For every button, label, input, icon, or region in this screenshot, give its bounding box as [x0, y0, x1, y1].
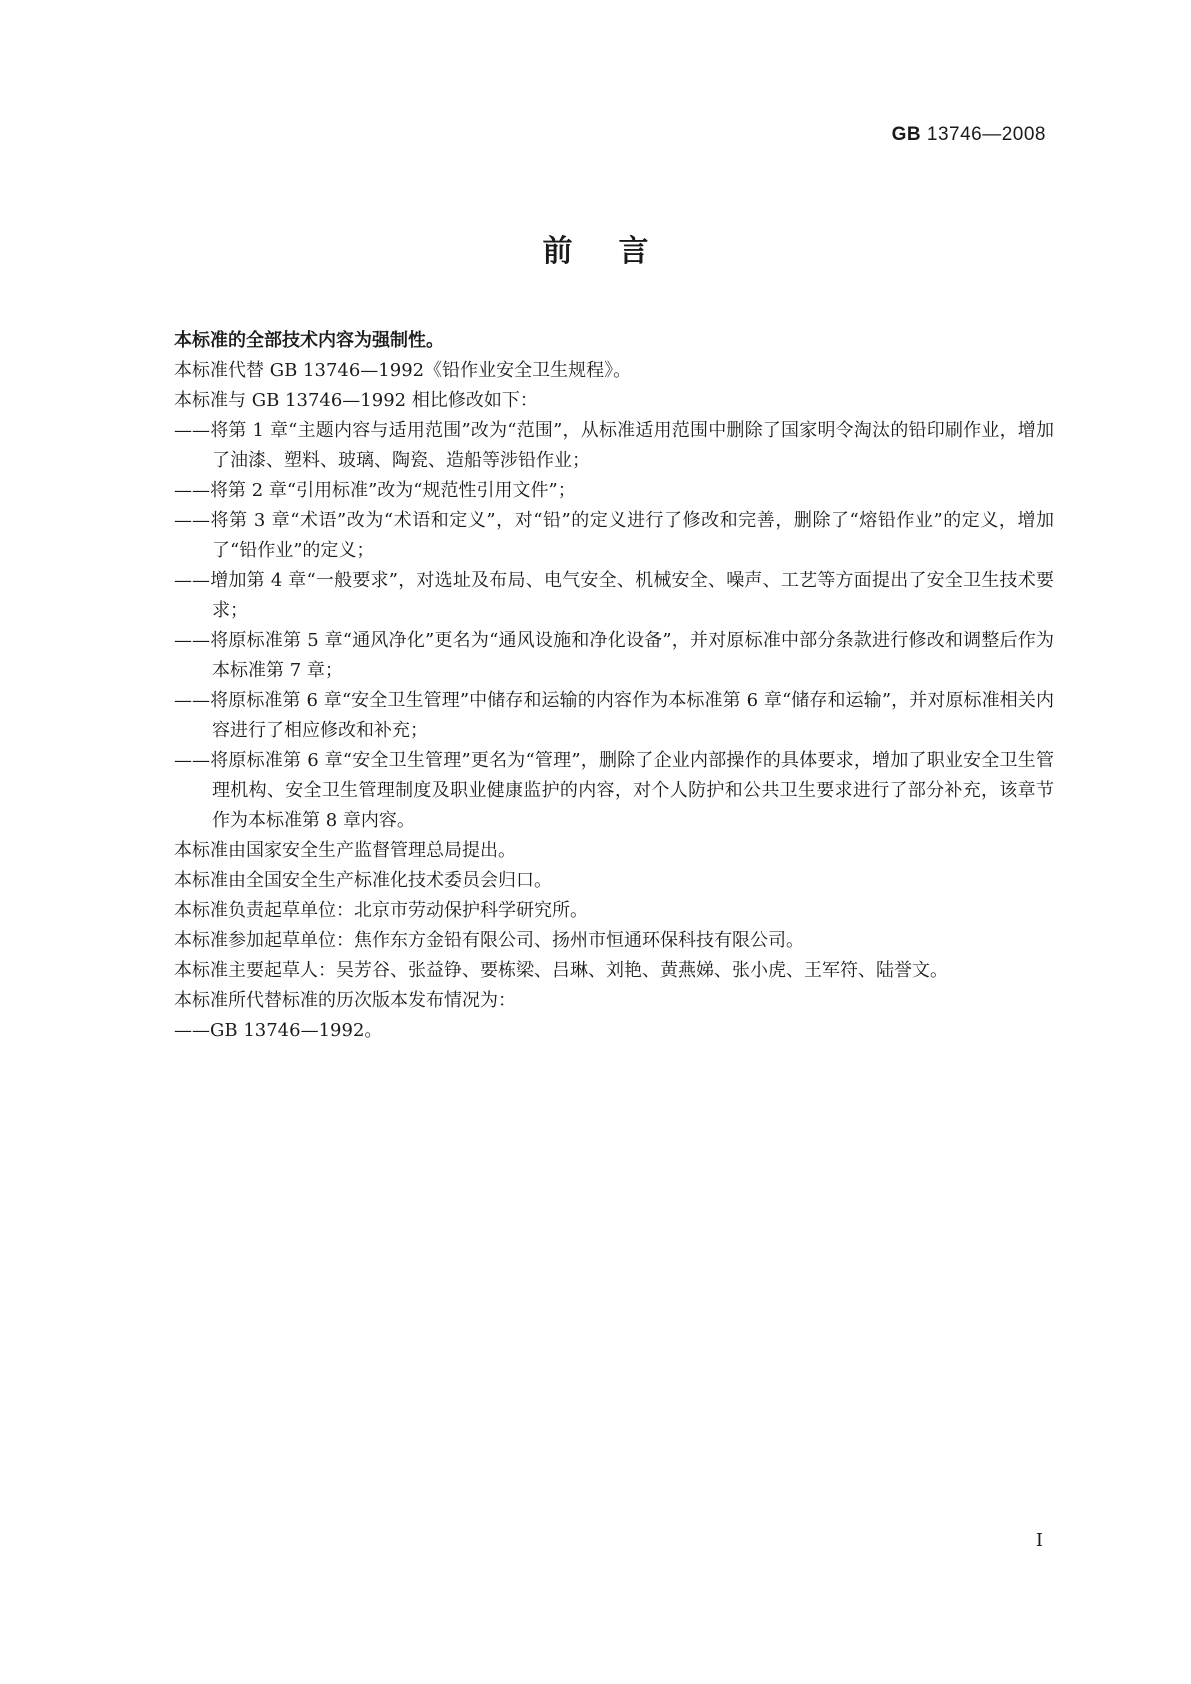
page-title: 前言: [542, 234, 695, 269]
foreword-body: [174, 326, 1054, 1046]
drafting-unit: 本标准负责起草单位：北京市劳动保护科学研究所。: [174, 900, 588, 921]
replacement-statement: 本标准代替 GB 13746—1992《铅作业安全卫生规程》。: [174, 360, 632, 381]
standard-code-number: 13746—2008: [926, 124, 1046, 145]
managed-by: 本标准由全国安全生产标准化技术委员会归口。: [174, 870, 552, 891]
main-drafters: 本标准主要起草人：吴芳谷、张益铮、要栋梁、吕琳、刘艳、黄燕娣、张小虎、王军符、陆誉文。: [174, 960, 948, 981]
change-item: ——将原标准第 5 章“通风净化”更名为“通风设施和净化设备”，并对原标准中部分条款进行修改和调整后作为本标准第 7 章；: [174, 630, 1054, 681]
change-item: ——将原标准第 6 章“安全卫生管理”更名为“管理”，删除了企业内部操作的具体要求，增加了职业安全卫生管理机构、安全卫生管理制度及职业健康监护的内容，对个人防护和公共卫生要求进行了部分补充，该章节作为本标准第 8 章内容。: [174, 750, 1054, 831]
proposed-by: 本标准由国家安全生产监督管理总局提出。: [174, 840, 516, 861]
mandatory-statement: 本标准的全部技术内容为强制性。: [174, 330, 444, 351]
change-item: ——将原标准第 6 章“安全卫生管理”中储存和运输的内容作为本标准第 6 章“储存和运输”，并对原标准相关内容进行了相应修改和补充；: [174, 690, 1054, 741]
participating-units: 本标准参加起草单位：焦作东方金铅有限公司、扬州市恒通环保科技有限公司。: [174, 930, 804, 951]
changes-intro: 本标准与 GB 13746—1992 相比修改如下：: [174, 390, 538, 411]
version-history-intro: 本标准所代替标准的历次版本发布情况为：: [174, 990, 516, 1011]
standard-code-prefix: GB: [891, 124, 922, 145]
version-history-item: ——GB 13746—1992。: [174, 1020, 383, 1041]
change-item: ——将第 2 章“引用标准”改为“规范性引用文件”；: [174, 480, 576, 501]
change-item: ——将第 3 章“术语”改为“术语和定义”，对“铅”的定义进行了修改和完善，删除了“熔铅作业”的定义，增加了“铅作业”的定义；: [174, 510, 1054, 561]
change-item: ——增加第 4 章“一般要求”，对选址及布局、电气安全、机械安全、噪声、工艺等方面提出了安全卫生技术要求；: [174, 570, 1054, 621]
standard-code: [892, 124, 1046, 146]
change-item: ——将第 1 章“主题内容与适用范围”改为“范围”，从标准适用范围中删除了国家明令淘汰的铅印刷作业，增加了油漆、塑料、玻璃、陶瓷、造船等涉铅作业；: [174, 420, 1054, 471]
page-number: I: [1035, 1530, 1043, 1551]
